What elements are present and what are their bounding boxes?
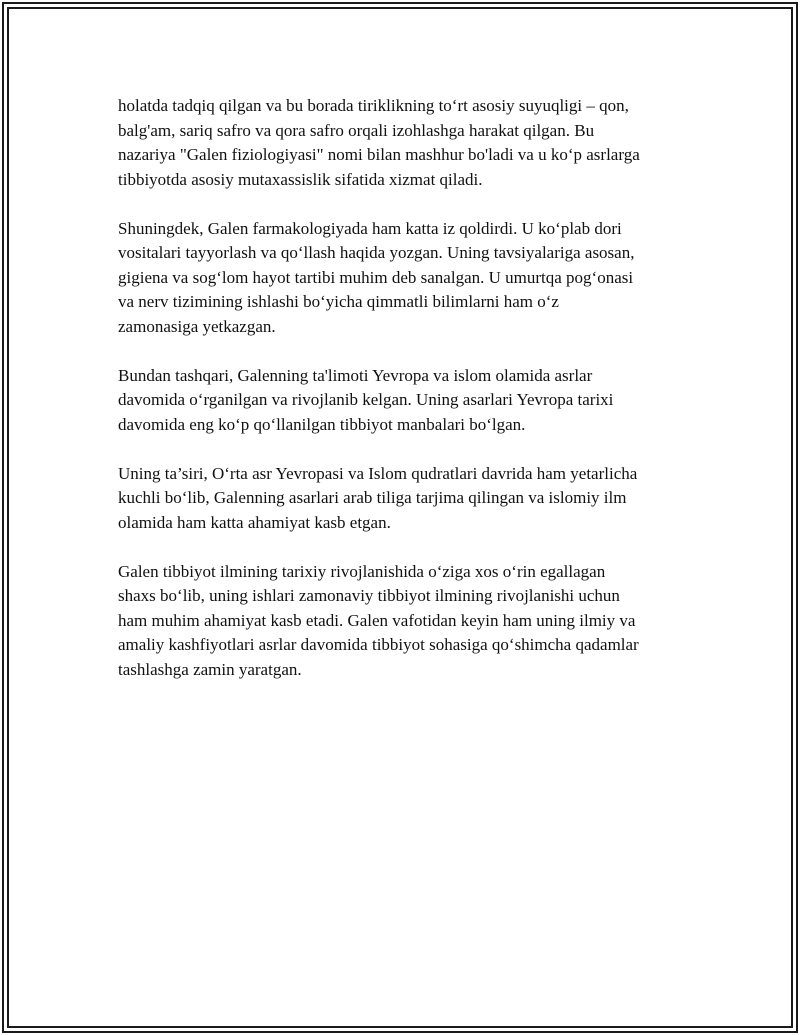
- paragraph-galen-pharmacology: Shuningdek, Galen farmakologiyada ham katta iz qoldirdi. U ko‘plab dori vositalari tayyorlash va qo‘llash haqida yozgan. Uning tavsiyalariga asosan, gigiena va sog‘lom hayot tartibi muhim deb sanalgan. U umurtqa pog‘onasi va nerv tizimining ishlashi bo‘yicha qimmatli bilimlarni ham o‘z zamonasiga yetkazgan.: [118, 218, 635, 336]
- paragraph-galen-influence: Uning ta’siri, O‘rta asr Yevropasi va Islom qudratlari davrida ham yetarlicha kuchli bo‘lib, Galenning asarlari arab tiliga tarjima qilingan va islomiy ilm olamida ham katta ahamiyat kasb etgan.: [118, 463, 638, 532]
- paragraph-galen-conclusion: Galen tibbiyot ilmining tarixiy rivojlanishida o‘ziga xos o‘rin egallagan shaxs bo‘lib, uning ishlari zamonaviy tibbiyot ilmining rivojlanishi uchun ham muhim ahamiyat kasb etadi. Galen vafotidan keyin ham uning ilmiy va amaliy kashfiyotlari asrlar davomida tibbiyot sohasiga qo‘shimcha qadamlar tashlashga zamin yaratgan.: [118, 561, 639, 679]
- paragraph-galen-physiology: holatda tadqiq qilgan va bu borada tiriklikning to‘rt asosiy suyuqligi – qon, balg'am, sariq safro va qora safro orqali izohlashga harakat qilgan. Bu nazariya "Galen fiziologiyasi" nomi bilan mashhur bo'ladi va u ko‘p asrlarga tibbiyotda asosiy mutaxassislik sifatida xizmat qiladi.: [118, 96, 640, 189]
- paragraph-galen-legacy: Bundan tashqari, Galenning ta'limoti Yevropa va islom olamida asrlar davomida o‘rganilgan va rivojlanib kelgan. Uning asarlari Yevropa tarixi davomida eng ko‘p qo‘llanilgan tibbiyot manbalari bo‘lgan.: [118, 365, 614, 434]
- document-body: [118, 94, 708, 707]
